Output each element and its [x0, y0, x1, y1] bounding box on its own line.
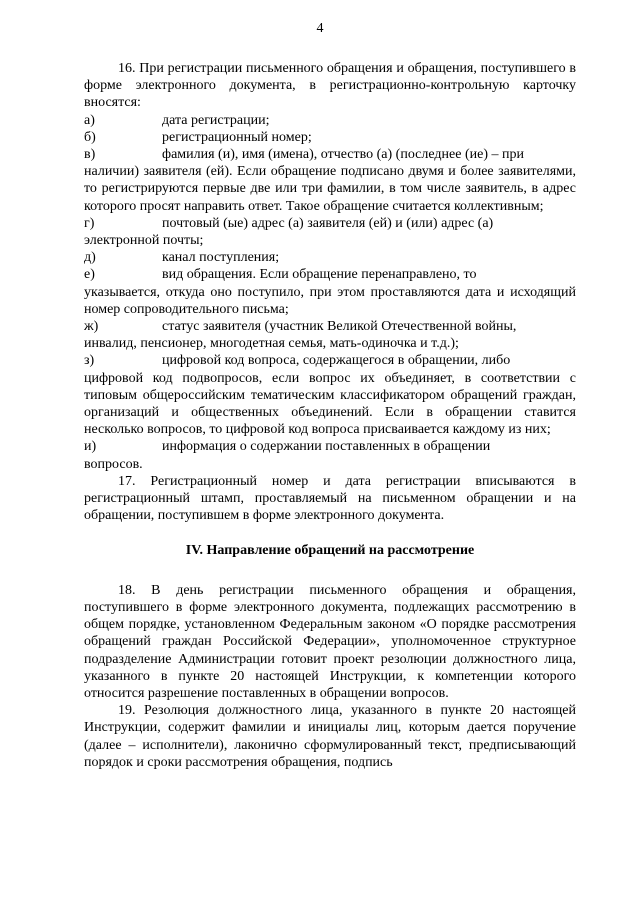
- list-item: [84, 146, 576, 163]
- list-item-text: регистрационный номер;: [162, 129, 312, 145]
- list-item: [84, 438, 576, 455]
- paragraph-18: 18. В день регистрации письменного обращения и обращения, поступившего в форме электронного документа, подлежащих рассмотрению в общем порядке, установленном Федеральным законом «О порядке рассмотрения обращений граждан Российской Федерации», уполномоченное структурное подразделение Администрации готовит проект резолюции должностного лица, указанного в пункте 20 настоящей Инструкции, к компетенции которого относится разрешение поставленных в обращении вопросов.: [84, 582, 576, 701]
- list-item-marker: д): [84, 250, 96, 266]
- list-item-continuation: указывается, откуда оно поступило, при этом проставляются дата и исходящий номер сопроводительного письма;: [84, 284, 576, 317]
- list-item-text: цифровой код вопроса, содержащегося в обращении, либо: [162, 353, 511, 369]
- section-heading: IV. Направление обращений на рассмотрение: [185, 543, 475, 559]
- list-item-continuation: инвалид, пенсионер, многодетная семья, мать-одиночка и т.д.);: [84, 336, 459, 352]
- list-item: [84, 129, 576, 146]
- list-item: [84, 318, 576, 335]
- list-item-text: почтовый (ые) адрес (а) заявителя (ей) и (или) адрес (а): [162, 215, 494, 231]
- list-item-text: информация о содержании поставленных в обращении: [162, 439, 491, 455]
- list-item-marker: в): [84, 147, 96, 163]
- list-item-text: канал поступления;: [162, 250, 280, 266]
- list-item: [84, 112, 576, 129]
- paragraph-19: 19. Резолюция должностного лица, указанного в пункте 20 настоящей Инструкции, содержит фамилии и инициалы лиц, которым дается поручение (далее – исполнители), лаконично сформулированный текст, предписывающий порядок и сроки рассмотрения обращения, подпись: [84, 703, 576, 770]
- list-item-continuation: электронной почты;: [84, 233, 204, 249]
- list-item-text: фамилия (и), имя (имена), отчество (а) (последнее (ие) – при: [162, 147, 524, 163]
- list-item-text: дата регистрации;: [162, 112, 270, 128]
- list-item-marker: г): [84, 215, 95, 231]
- list-item-marker: ж): [84, 319, 99, 335]
- list-item-marker: а): [84, 112, 95, 128]
- list-item-marker: з): [84, 353, 95, 369]
- paragraph-17: 17. Регистрационный номер и дата регистрации вписываются в регистрационный штамп, проставляемый на письменном обращении и на обращении, поступившем в форме электронного документа.: [84, 473, 576, 524]
- paragraph-16-intro: 16. При регистрации письменного обращения и обращения, поступившего в форме электронного документа, в регистрационно-контрольную карточку вносятся:: [84, 61, 576, 111]
- list-item-text: статус заявителя (участник Великой Отечественной войны,: [162, 319, 517, 335]
- list-item-continuation: цифровой код подвопросов, если вопрос их объединяет, в соответствии с типовым общероссийским тематическим классификатором обращений граждан, организаций и общественных объединений. Если в обращении ставится несколько вопросов, то цифровой код вопроса присваивается каждому из них;: [84, 370, 576, 438]
- list-item: [84, 266, 576, 283]
- page-number: 4: [316, 21, 324, 36]
- document-body: [84, 60, 576, 771]
- list-item: [84, 352, 576, 369]
- paragraph-16-list: [84, 112, 576, 473]
- list-item-continuation: вопросов.: [84, 456, 143, 472]
- list-item-marker: е): [84, 267, 95, 283]
- list-item-marker: и): [84, 439, 97, 455]
- list-item-continuation: наличии) заявителя (ей). Если обращение подписано двумя и более заявителями, то регистрируются первые две или три фамилии, в том числе заявитель, в адрес которого просят направить ответ. Такое обращение считается коллективным;: [84, 164, 576, 214]
- list-item-marker: б): [84, 129, 96, 145]
- list-item: [84, 249, 576, 266]
- list-item: [84, 215, 576, 232]
- list-item-text: вид обращения. Если обращение перенаправлено, то: [162, 267, 477, 283]
